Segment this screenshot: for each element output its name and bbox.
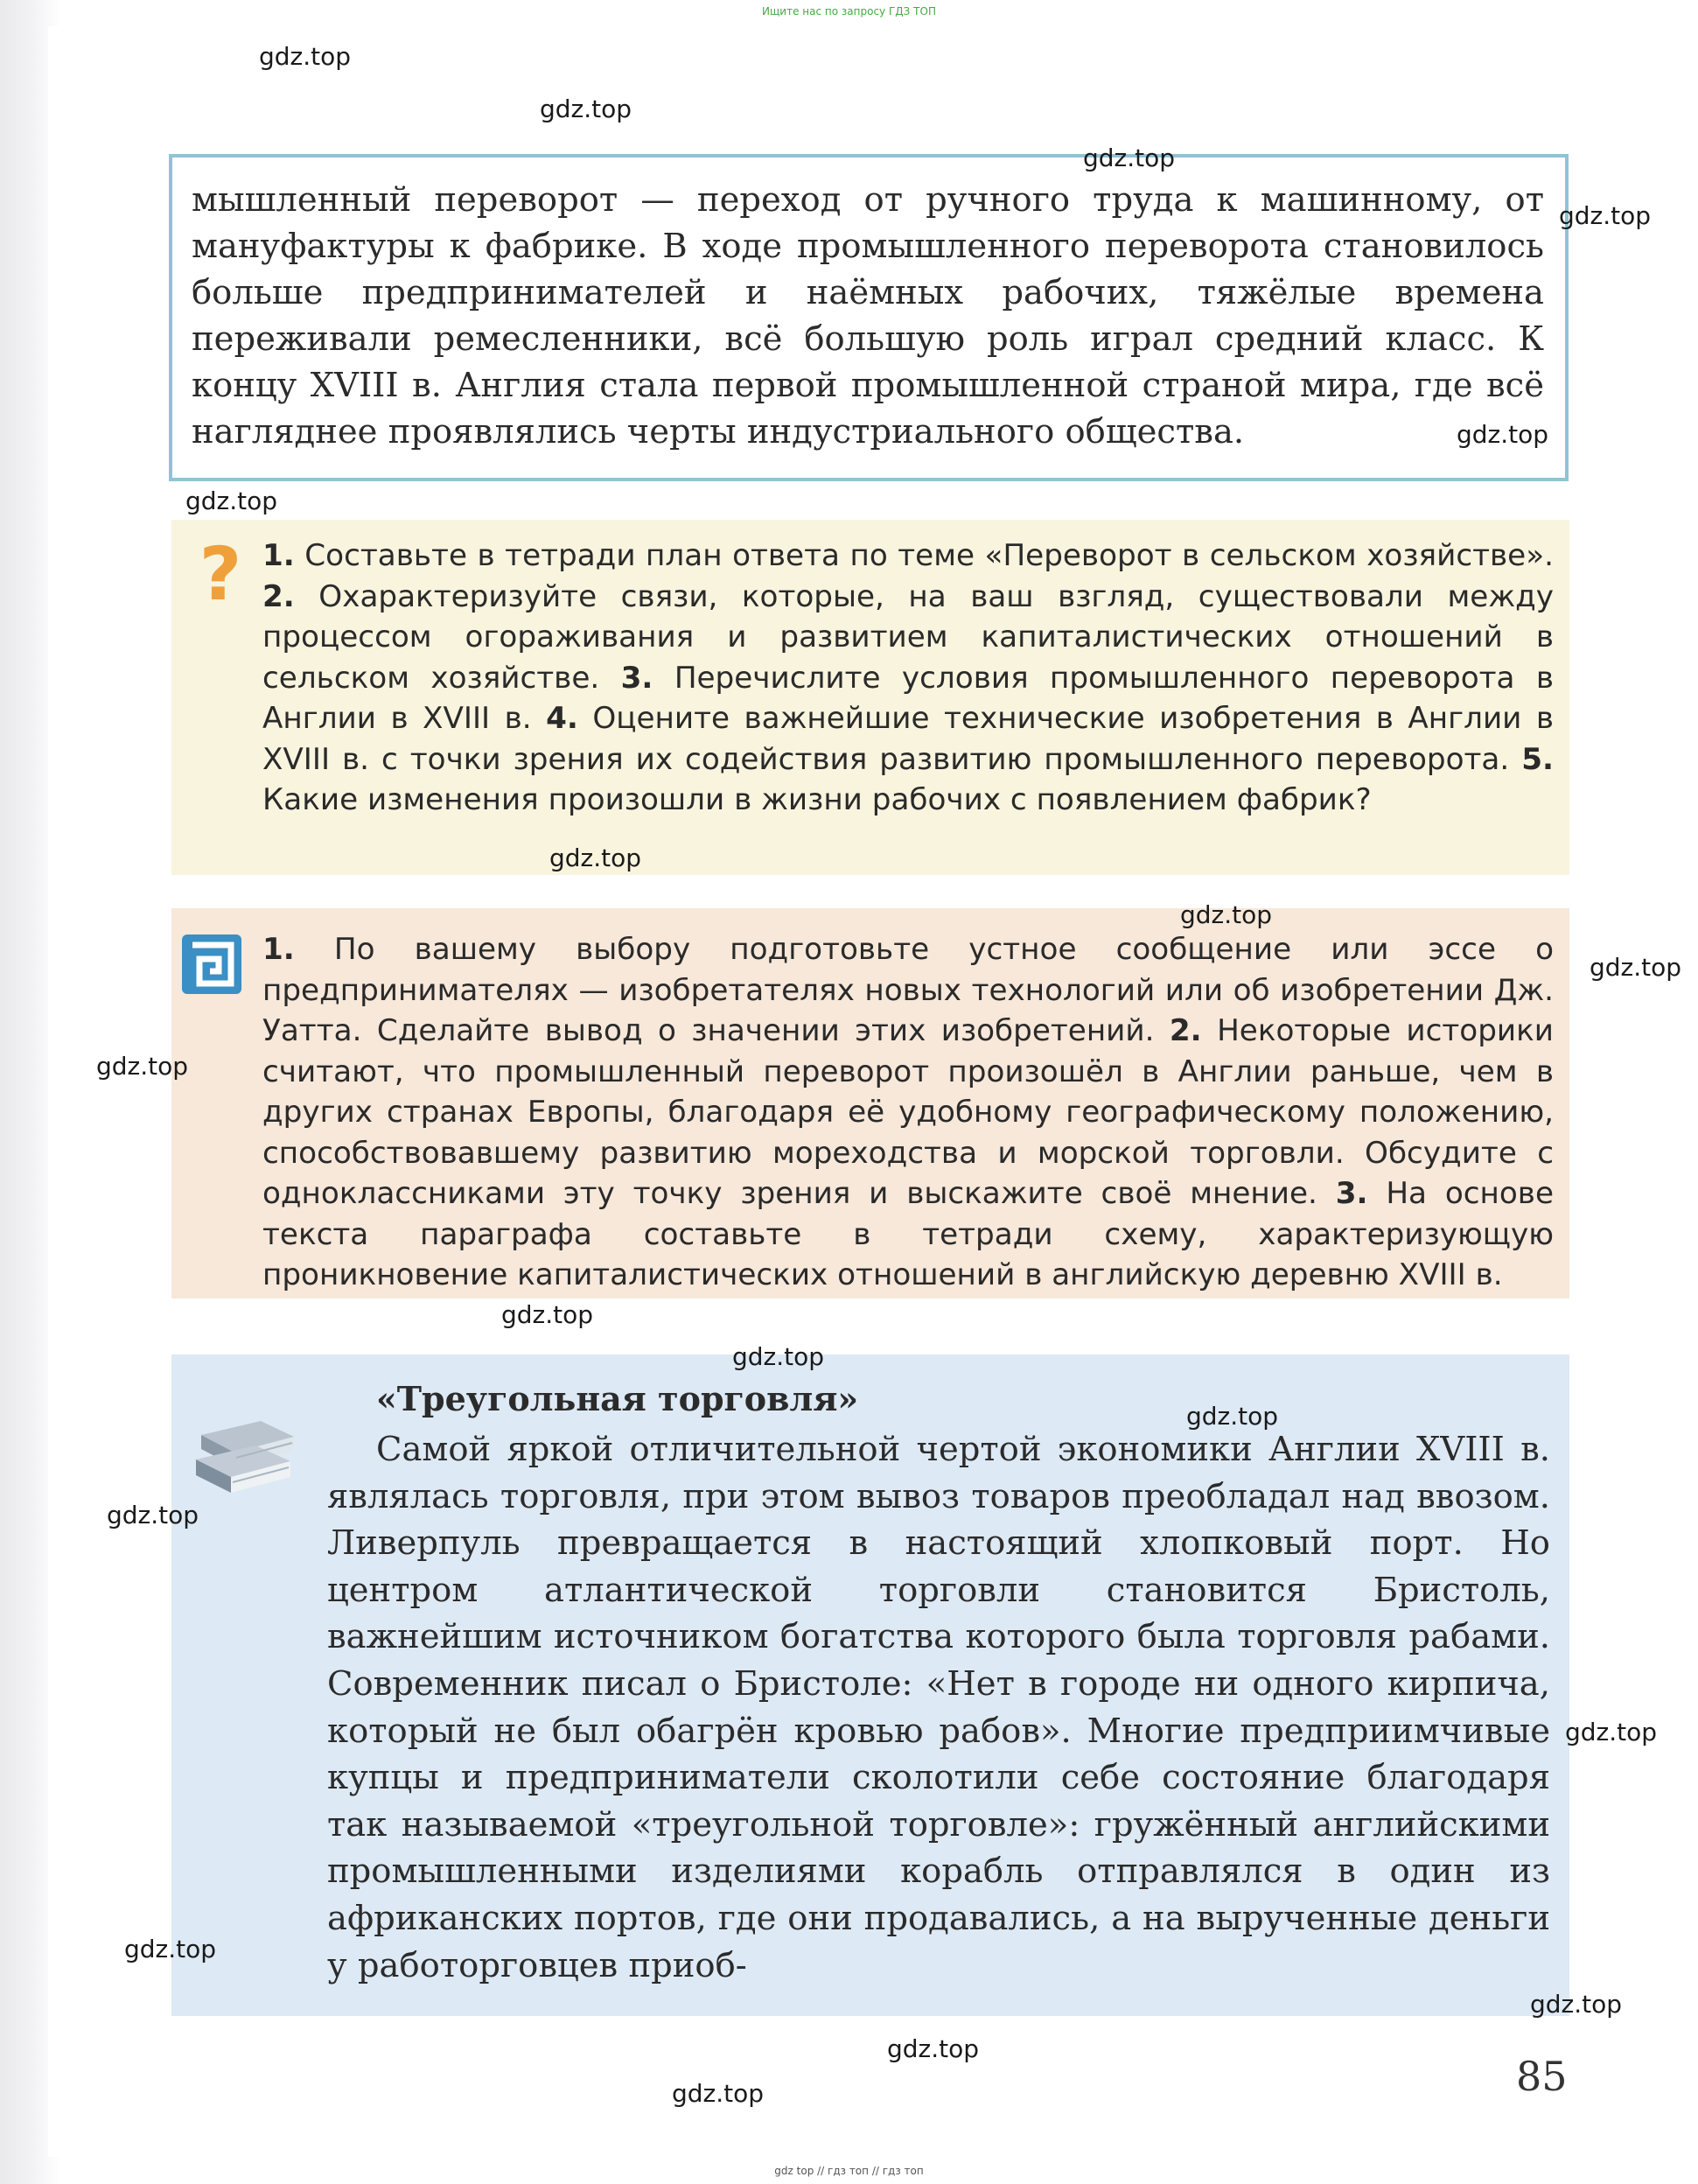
question-text: Составьте в тетради план ответа по теме «Переворот в сельском хозяйстве». (304, 538, 1554, 573)
books-icon (184, 1386, 306, 1500)
questions-text (262, 536, 1554, 821)
question-number: 3. (620, 660, 653, 696)
task-text: Некоторые историки считают, что промышленный переворот произошёл в Англии раньше, чем в других странах Европы, благодаря её удобному географическому положению, способствовавшему развитию мореходства и морской торговли. Обсудите с одноклассниками эту точку зрения и выскажите своё мнение. (262, 1013, 1554, 1211)
watermark: gdz.top (887, 2034, 980, 2063)
task-number: 3. (1335, 1176, 1368, 1211)
watermark: gdz.top (1559, 201, 1652, 230)
questions-box (171, 520, 1569, 875)
watermark: gdz.top (1565, 1718, 1658, 1746)
question-text: Какие изменения произошли в жизни рабочих с появлением фабрик? (262, 782, 1372, 817)
header-note: Ищите нас по запросу ГДЗ ТОП (762, 5, 936, 18)
task-text: По вашему выбору подготовьте устное сообщение или эссе о предпринимателях — изобретателях новых технологий или об изобретении Дж. Уатта. Сделайте вывод о значении этих изобретений. (262, 932, 1554, 1048)
reading-title: «Треугольная торговля» (376, 1379, 859, 1418)
greek-key-icon (180, 933, 243, 996)
watermark: gdz.top (1530, 1990, 1623, 2019)
watermark: gdz.top (1186, 1402, 1279, 1431)
question-number: 1. (262, 538, 295, 573)
question-number: 5. (1521, 741, 1554, 777)
tasks-text (262, 929, 1554, 1296)
definition-box (169, 154, 1569, 481)
watermark: gdz.top (1590, 953, 1682, 982)
watermark: gdz.top (549, 844, 642, 872)
question-text: Оцените важнейшие технические изобретения в Англии в XVIII в. с точки зрения их содействия развитию промышленного переворота. (262, 701, 1555, 777)
watermark: gdz.top (1180, 900, 1273, 929)
question-number: 2. (262, 578, 295, 614)
definition-text: мышленный переворот — переход от ручного труда к машинному, от мануфактуры к фабрике. В ходе промышленного переворота становилось больше предпринимателей и наёмных рабочих, тяжёлые времена переживали ремесленники, всё большую роль играл средний класс. К концу XVIII в. Англия стала первой промышленной страной мира, где всё нагляднее проявлялись черты индустриального общества. (192, 180, 1544, 452)
watermark: gdz.top (107, 1501, 199, 1530)
question-text: Охарактеризуйте связи, которые, на ваш взгляд, существовали между процессом огораживания и развитием капиталистических отношений в сельском хозяйстве. (262, 578, 1554, 696)
watermark: gdz.top (124, 1935, 217, 1964)
question-text: Перечислите условия промышленного переворота в Англии в XVIII в. (262, 660, 1555, 736)
task-number: 2. (1169, 1013, 1202, 1048)
watermark: gdz.top (259, 42, 352, 71)
task-text: На основе текста параграфа составьте в тетради схему, характеризующую проникновение капиталистических отношений в английскую деревню XVIII в. (262, 1176, 1554, 1292)
reading-body: Самой яркой отличительной чертой экономики Англии XVIII в. являлась торговля, при этом вывоз товаров преобладал над ввозом. Ливерпуль превращается в настоящий хлопковый порт. Но центром атлантической торговли становится Бристоль, важнейшим источником богатства которого была торговля рабами. Современник писал о Бристоле: «Нет в городе ни одного кирпича, который не был обагрён кровью рабов». Многие предприимчивые купцы и предприниматели сколотили себе состояние благодаря так называемой «треугольной торговле»: гружённый английскими промышленными изделиями корабль отправлялся в один из африканских портов, где они продавались, а на вырученные деньги у работорговцев приоб- (327, 1430, 1550, 1985)
question-number: 4. (546, 701, 578, 736)
footer-note: gdz top // гдз топ // гдз топ (774, 2165, 924, 2177)
watermark: gdz.top (672, 2079, 765, 2108)
watermark: gdz.top (1083, 144, 1176, 172)
watermark: gdz.top (501, 1300, 594, 1329)
watermark: gdz.top (96, 1052, 189, 1081)
question-mark-icon: ? (199, 531, 242, 617)
page-number: 85 (1516, 2053, 1568, 2100)
watermark: gdz.top (732, 1342, 825, 1371)
tasks-box (171, 908, 1569, 1298)
task-number: 1. (262, 932, 295, 967)
reading-text (327, 1426, 1550, 1989)
watermark: gdz.top (1457, 420, 1549, 449)
watermark: gdz.top (185, 486, 278, 515)
watermark: gdz.top (540, 94, 632, 123)
reading-box (171, 1354, 1569, 2016)
